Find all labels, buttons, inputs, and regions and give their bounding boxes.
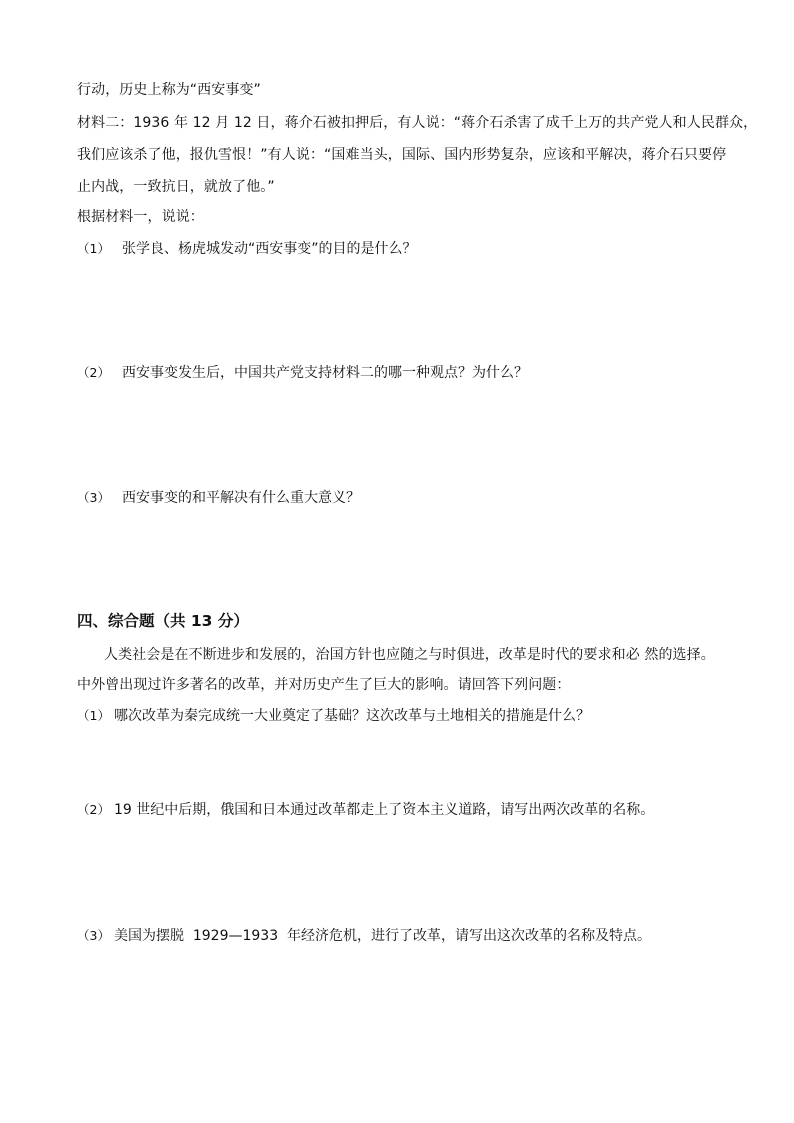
question-3-3 [77,489,360,507]
passage-line-5: 根据材料一，说说： [77,209,204,225]
question-text: 西安事变发生后，中国共产党支持材料二的哪一种观点？为什么？ [122,365,528,381]
question-number: （1） [77,708,110,723]
section-intro-line-1: 人类社会是在不断进步和发展的，治国方针也应随之与时俱进，改革是时代的要求和必 然的选择。 [104,647,715,663]
question-4-3 [77,927,651,945]
question-4-2 [77,801,654,819]
question-text: 哪次改革为秦完成统一大业奠定了基础？这次改革与土地相关的措施是什么？ [113,708,590,724]
passage-line-2: 材料二：1936 年 12 月 12 日，蒋介石被扣押后，有人说：“蒋介石杀害了成千上万的共产党人和人民群众， [77,115,758,131]
question-number: （1） [77,241,110,256]
passage-line-4: 止内战，一致抗日，就放了他。” [77,179,275,195]
section-heading: 四、综合题（共 13 分） [77,612,249,630]
question-text: 西安事变的和平解决有什么重大意义？ [122,490,360,506]
question-3-1 [77,240,417,258]
question-text: 张学良、杨虎城发动“西安事变”的目的是什么？ [122,241,417,257]
question-number: （3） [77,928,110,943]
passage-line-3: 我们应该杀了他，报仇雪恨！”有人说：“国难当头，国际、国内形势复杂，应该和平解决，蒋介石只要停 [77,147,727,163]
question-number: （3） [77,490,110,505]
question-number: （2） [77,365,110,380]
question-number: （2） [77,802,110,817]
question-text: 19 世纪中后期，俄国和日本通过改革都走上了资本主义道路，请写出两次改革的名称。 [113,802,655,818]
question-3-2 [77,364,528,382]
passage-line-1: 行动，历史上称为“西安事变” [77,82,261,98]
question-text: 美国为摆脱 1929—1933 年经济危机，进行了改革，请写出这次改革的名称及特点。 [113,928,652,944]
question-4-1 [77,707,590,725]
section-intro-line-2: 中外曾出现过许多著名的改革，并对历史产生了巨大的影响。请回答下列问题： [77,677,571,693]
